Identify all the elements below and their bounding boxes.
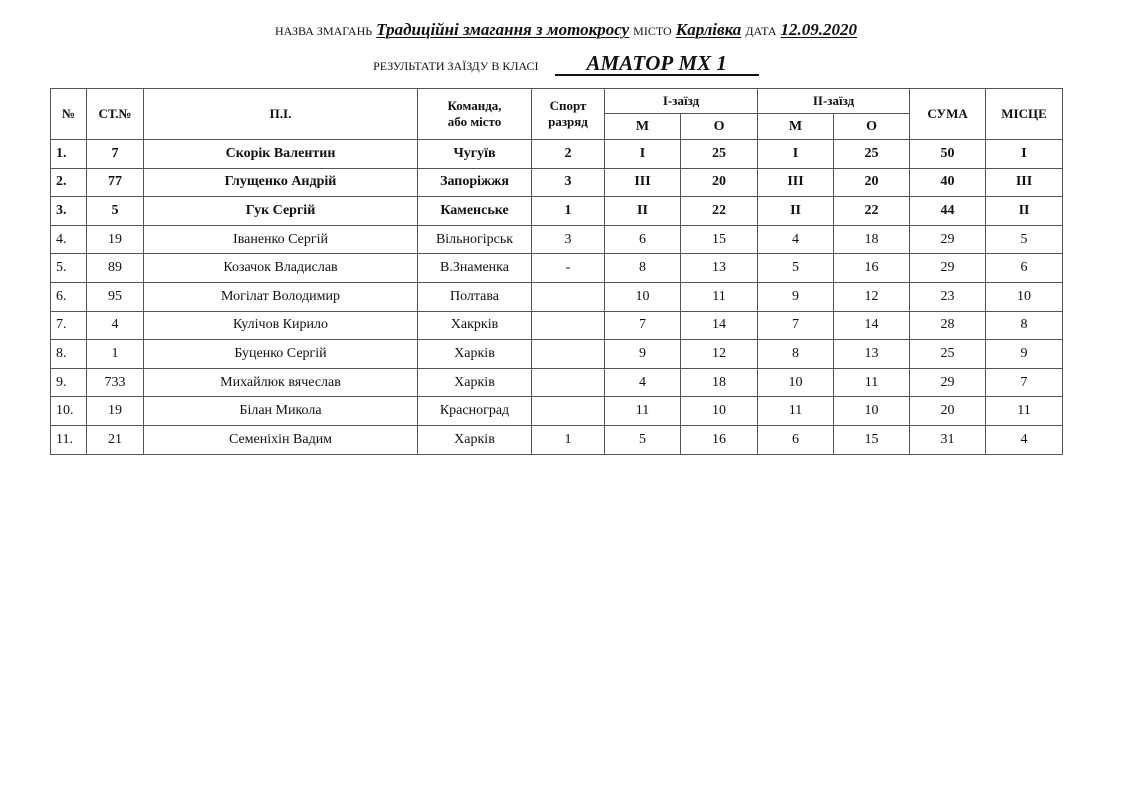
- race2-place-cell: 5: [758, 254, 834, 283]
- race2-place-cell: 9: [758, 282, 834, 311]
- competition-label: НАЗВА ЗМАГАНЬ: [274, 24, 373, 38]
- rider-name-cell: Скорік Валентин: [144, 140, 418, 169]
- race1-points-cell: 15: [681, 225, 758, 254]
- sport-rank-cell: 2: [532, 140, 605, 169]
- sport-rank-cell: -: [532, 254, 605, 283]
- final-place-cell: I: [986, 140, 1063, 169]
- final-place-cell: 8: [986, 311, 1063, 340]
- race2-points-cell: 13: [834, 340, 910, 369]
- race1-place-cell: II: [605, 197, 681, 226]
- city-label: МІСТО: [633, 24, 672, 38]
- race1-points-cell: 20: [681, 168, 758, 197]
- col-header-race2-place: М: [758, 114, 834, 140]
- col-header-rank-line1: Спорт: [549, 98, 587, 113]
- start-number-cell: 89: [87, 254, 144, 283]
- race1-points-cell: 22: [681, 197, 758, 226]
- rider-name-cell: Кулічов Кирило: [144, 311, 418, 340]
- row-number-cell: 1.: [51, 140, 87, 169]
- final-place-cell: 11: [986, 397, 1063, 426]
- col-header-race1-place: М: [605, 114, 681, 140]
- final-place-cell: 4: [986, 425, 1063, 454]
- race2-place-cell: 4: [758, 225, 834, 254]
- sport-rank-cell: 3: [532, 225, 605, 254]
- race2-place-cell: 8: [758, 340, 834, 369]
- team-city-cell: Красноград: [418, 397, 532, 426]
- race1-place-cell: I: [605, 140, 681, 169]
- race2-points-cell: 16: [834, 254, 910, 283]
- final-place-cell: 10: [986, 282, 1063, 311]
- team-city-cell: Запоріжжя: [418, 168, 532, 197]
- rider-name-cell: Глущенко Андрій: [144, 168, 418, 197]
- race2-points-cell: 25: [834, 140, 910, 169]
- race1-points-cell: 12: [681, 340, 758, 369]
- table-row: [51, 311, 1063, 340]
- start-number-cell: 7: [87, 140, 144, 169]
- total-points-cell: 44: [910, 197, 986, 226]
- rider-name-cell: Буценко Сергій: [144, 340, 418, 369]
- table-row: [51, 254, 1063, 283]
- table-row: [51, 197, 1063, 226]
- race1-points-cell: 13: [681, 254, 758, 283]
- race1-place-cell: 4: [605, 368, 681, 397]
- row-number-cell: 9.: [51, 368, 87, 397]
- team-city-cell: Харків: [418, 425, 532, 454]
- final-place-cell: 7: [986, 368, 1063, 397]
- race1-place-cell: 9: [605, 340, 681, 369]
- table-row: [51, 368, 1063, 397]
- row-number-cell: 11.: [51, 425, 87, 454]
- race1-points-cell: 18: [681, 368, 758, 397]
- race1-place-cell: 5: [605, 425, 681, 454]
- team-city-cell: В.Знаменка: [418, 254, 532, 283]
- final-place-cell: 6: [986, 254, 1063, 283]
- start-number-cell: 19: [87, 397, 144, 426]
- race2-points-cell: 18: [834, 225, 910, 254]
- start-number-cell: 4: [87, 311, 144, 340]
- start-number-cell: 1: [87, 340, 144, 369]
- team-city-cell: Харків: [418, 340, 532, 369]
- race1-place-cell: 10: [605, 282, 681, 311]
- total-points-cell: 28: [910, 311, 986, 340]
- col-header-rank-line2: разряд: [548, 114, 588, 129]
- total-points-cell: 40: [910, 168, 986, 197]
- city-name: Карлівка: [675, 20, 742, 39]
- race2-place-cell: II: [758, 197, 834, 226]
- row-number-cell: 4.: [51, 225, 87, 254]
- sport-rank-cell: [532, 311, 605, 340]
- final-place-cell: 5: [986, 225, 1063, 254]
- results-body: [51, 140, 1063, 455]
- start-number-cell: 95: [87, 282, 144, 311]
- sport-rank-cell: 1: [532, 425, 605, 454]
- race2-points-cell: 12: [834, 282, 910, 311]
- col-header-race1-points: О: [681, 114, 758, 140]
- race1-points-cell: 14: [681, 311, 758, 340]
- col-header-no: №: [51, 89, 87, 140]
- race2-points-cell: 22: [834, 197, 910, 226]
- row-number-cell: 5.: [51, 254, 87, 283]
- sport-rank-cell: [532, 397, 605, 426]
- table-row: [51, 425, 1063, 454]
- start-number-cell: 21: [87, 425, 144, 454]
- col-header-rank: [532, 89, 605, 140]
- class-name: АМАТОР МХ 1: [555, 52, 759, 76]
- sport-rank-cell: [532, 340, 605, 369]
- table-row: [51, 397, 1063, 426]
- team-city-cell: Полтава: [418, 282, 532, 311]
- competition-name: Традиційні змагання з мотокросу: [376, 20, 630, 39]
- competition-header: [0, 20, 1132, 44]
- race1-place-cell: 11: [605, 397, 681, 426]
- sport-rank-cell: [532, 282, 605, 311]
- race1-place-cell: 7: [605, 311, 681, 340]
- race2-place-cell: 11: [758, 397, 834, 426]
- col-header-name: П.І.: [144, 89, 418, 140]
- row-number-cell: 2.: [51, 168, 87, 197]
- table-row: [51, 282, 1063, 311]
- class-header: [0, 52, 1132, 80]
- results-table: [50, 88, 1063, 455]
- col-header-team: [418, 89, 532, 140]
- team-city-cell: Чугуїв: [418, 140, 532, 169]
- total-points-cell: 23: [910, 282, 986, 311]
- sport-rank-cell: [532, 368, 605, 397]
- start-number-cell: 77: [87, 168, 144, 197]
- final-place-cell: 9: [986, 340, 1063, 369]
- rider-name-cell: Іваненко Сергій: [144, 225, 418, 254]
- race1-place-cell: III: [605, 168, 681, 197]
- race2-place-cell: III: [758, 168, 834, 197]
- team-city-cell: Хакрків: [418, 311, 532, 340]
- rider-name-cell: Білан Микола: [144, 397, 418, 426]
- col-header-team-line2: або місто: [447, 114, 502, 129]
- row-number-cell: 3.: [51, 197, 87, 226]
- final-place-cell: II: [986, 197, 1063, 226]
- col-header-race2: ІІ-заїзд: [758, 89, 910, 114]
- rider-name-cell: Семеніхін Вадим: [144, 425, 418, 454]
- final-place-cell: III: [986, 168, 1063, 197]
- total-points-cell: 20: [910, 397, 986, 426]
- col-header-sum: СУМА: [910, 89, 986, 140]
- col-header-place: МІСЦЕ: [986, 89, 1063, 140]
- row-number-cell: 7.: [51, 311, 87, 340]
- date-value: 12.09.2020: [780, 20, 858, 39]
- race1-place-cell: 8: [605, 254, 681, 283]
- team-city-cell: Харків: [418, 368, 532, 397]
- race1-place-cell: 6: [605, 225, 681, 254]
- total-points-cell: 25: [910, 340, 986, 369]
- col-header-start-no: СТ.№: [87, 89, 144, 140]
- rider-name-cell: Михайлюк вячеслав: [144, 368, 418, 397]
- team-city-cell: Вільногірськ: [418, 225, 532, 254]
- race2-place-cell: 6: [758, 425, 834, 454]
- race2-place-cell: 7: [758, 311, 834, 340]
- race2-place-cell: I: [758, 140, 834, 169]
- total-points-cell: 29: [910, 254, 986, 283]
- sport-rank-cell: 1: [532, 197, 605, 226]
- rider-name-cell: Гук Сергій: [144, 197, 418, 226]
- race2-points-cell: 11: [834, 368, 910, 397]
- race2-points-cell: 20: [834, 168, 910, 197]
- col-header-race1: І-заїзд: [605, 89, 758, 114]
- table-row: [51, 140, 1063, 169]
- col-header-race2-points: О: [834, 114, 910, 140]
- race2-points-cell: 15: [834, 425, 910, 454]
- race1-points-cell: 25: [681, 140, 758, 169]
- race2-points-cell: 14: [834, 311, 910, 340]
- table-row: [51, 168, 1063, 197]
- race2-place-cell: 10: [758, 368, 834, 397]
- race2-points-cell: 10: [834, 397, 910, 426]
- class-label: РЕЗУЛЬТАТИ ЗАЇЗДУ В КЛАСІ: [373, 59, 539, 73]
- race1-points-cell: 10: [681, 397, 758, 426]
- total-points-cell: 29: [910, 225, 986, 254]
- row-number-cell: 10.: [51, 397, 87, 426]
- total-points-cell: 29: [910, 368, 986, 397]
- total-points-cell: 31: [910, 425, 986, 454]
- table-row: [51, 340, 1063, 369]
- race1-points-cell: 11: [681, 282, 758, 311]
- sport-rank-cell: 3: [532, 168, 605, 197]
- team-city-cell: Каменське: [418, 197, 532, 226]
- row-number-cell: 6.: [51, 282, 87, 311]
- date-label: ДАТА: [745, 24, 777, 38]
- rider-name-cell: Козачок Владислав: [144, 254, 418, 283]
- start-number-cell: 733: [87, 368, 144, 397]
- col-header-team-line1: Команда,: [447, 98, 502, 113]
- table-row: [51, 225, 1063, 254]
- race1-points-cell: 16: [681, 425, 758, 454]
- start-number-cell: 5: [87, 197, 144, 226]
- start-number-cell: 19: [87, 225, 144, 254]
- total-points-cell: 50: [910, 140, 986, 169]
- rider-name-cell: Могілат Володимир: [144, 282, 418, 311]
- row-number-cell: 8.: [51, 340, 87, 369]
